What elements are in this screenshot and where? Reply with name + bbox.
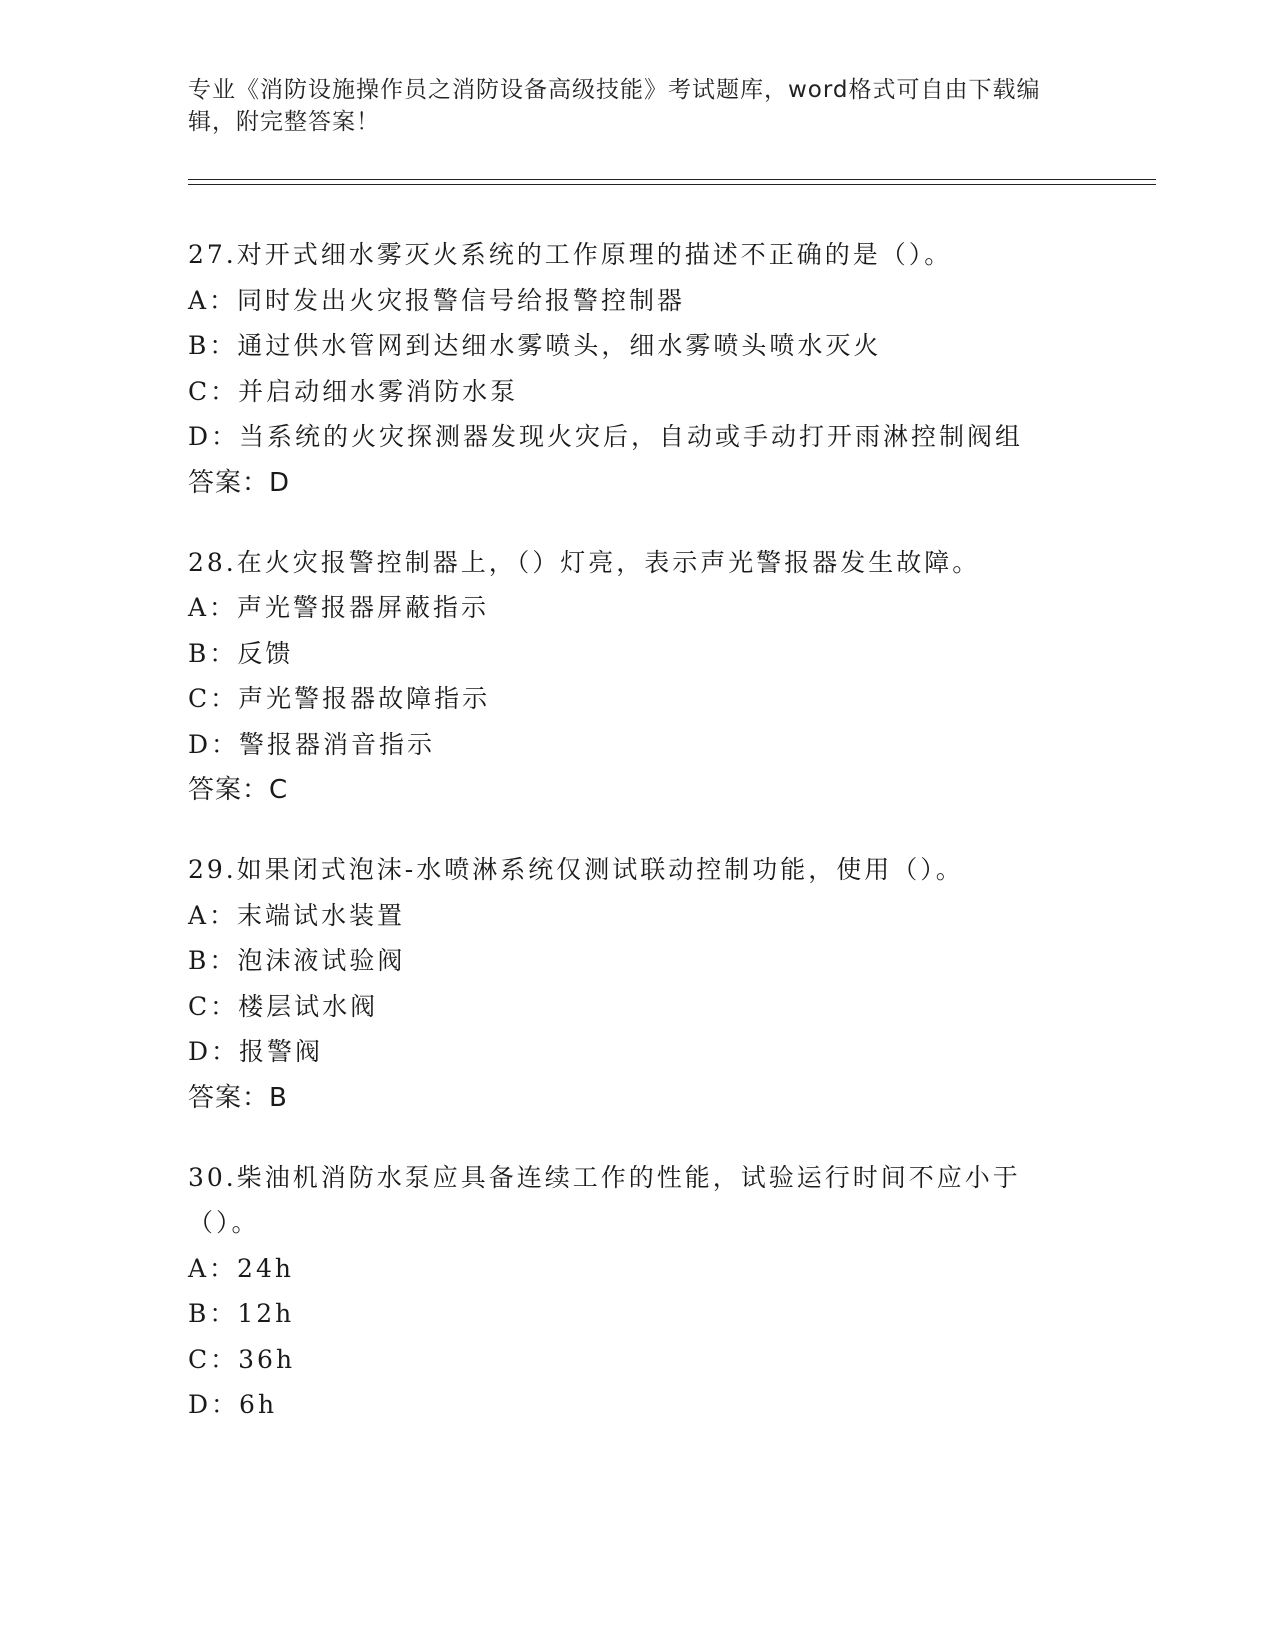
option-d: D：当系统的火灾探测器发现火灾后，自动或手动打开雨淋控制阀组 [188, 422, 1024, 451]
question-27 [188, 232, 1088, 506]
question-30 [188, 1155, 1088, 1428]
option-b: B：通过供水管网到达细水雾喷头，细水雾喷头喷水灭火 [188, 331, 882, 360]
question-list [188, 232, 1088, 1462]
option-c: C：并启动细水雾消防水泵 [188, 376, 519, 406]
option-d: D：6h [188, 1390, 278, 1419]
question-stem: 28.在火灾报警控制器上，（）灯亮，表示声光警报器发生故障。 [188, 547, 981, 577]
option-a: A：同时发出火灾报警信号给报警控制器 [188, 285, 686, 315]
document-header: 专业《消防设施操作员之消防设备高级技能》考试题库，word格式可自由下载编辑，附完整答案！ [188, 77, 1041, 135]
option-a: A：末端试水装置 [188, 900, 406, 930]
option-b: B：反馈 [188, 638, 294, 668]
answer: 答案：B [188, 1082, 288, 1113]
header-divider-top [188, 179, 1156, 180]
option-d: D：报警阀 [188, 1037, 324, 1066]
option-a: A：24h [188, 1253, 294, 1283]
option-b: B：泡沫液试验阀 [188, 946, 406, 975]
option-b: B：12h [188, 1299, 295, 1328]
option-c: C：声光警报器故障指示 [188, 684, 491, 713]
question-29 [188, 847, 1088, 1121]
question-stem: 29.如果闭式泡沫-水喷淋系统仅测试联动控制功能，使用（）。 [188, 855, 964, 884]
question-stem: 30.柴油机消防水泵应具备连续工作的性能，试验运行时间不应小于（）。 [188, 1162, 1021, 1237]
answer: 答案：C [188, 775, 289, 805]
option-c: C：36h [188, 1344, 296, 1374]
question-28 [188, 540, 1088, 814]
question-stem: 27.对开式细水雾灭火系统的工作原理的描述不正确的是（）。 [188, 240, 953, 269]
answer: 答案：D [188, 467, 291, 498]
header-divider-bottom [188, 184, 1156, 185]
option-c: C：楼层试水阀 [188, 991, 379, 1021]
option-d: D：警报器消音指示 [188, 729, 436, 759]
option-a: A：声光警报器屏蔽指示 [188, 593, 490, 622]
